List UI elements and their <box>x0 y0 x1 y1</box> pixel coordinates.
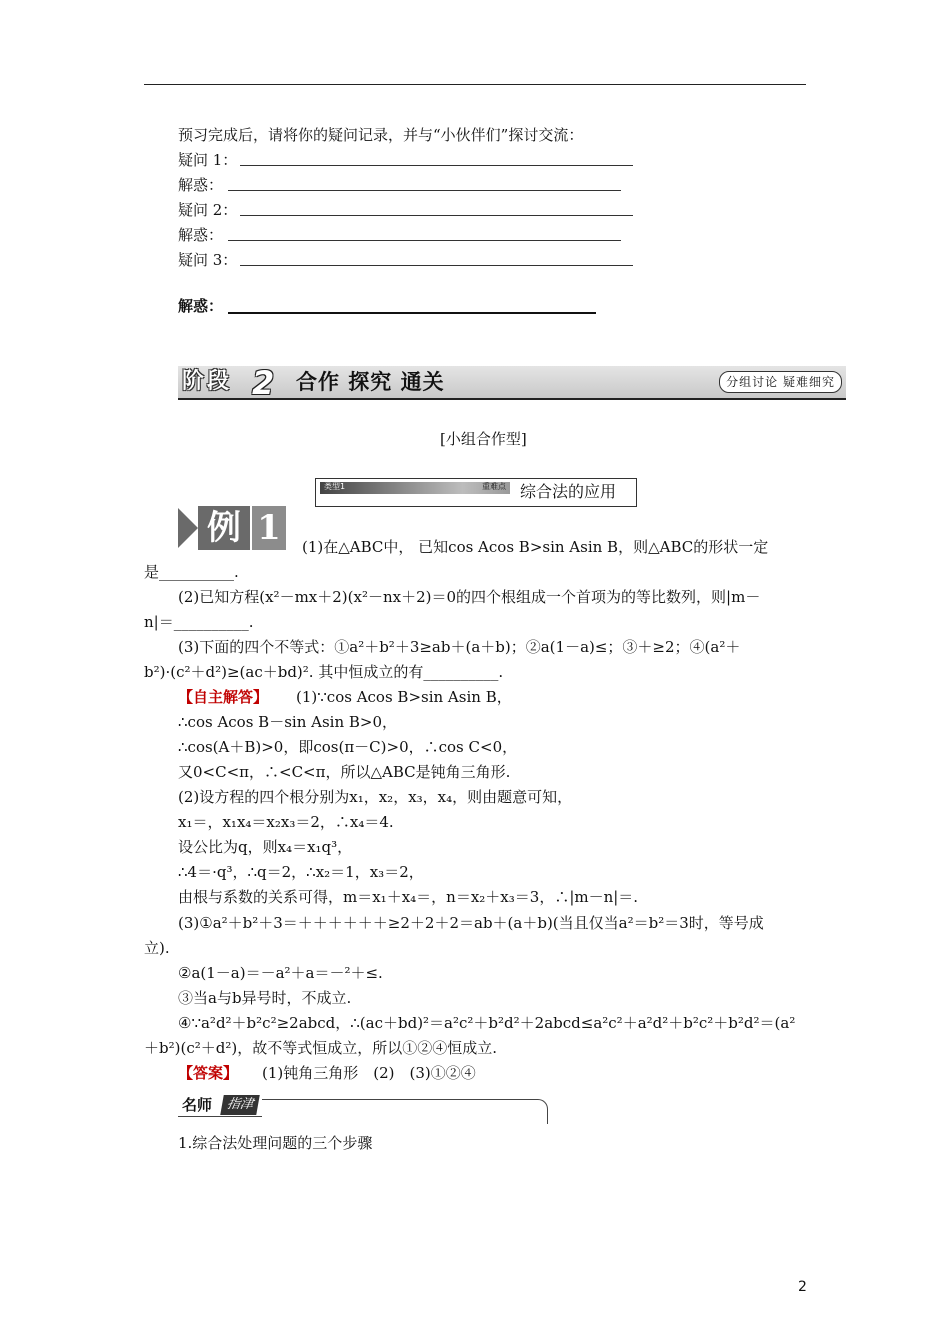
type-label-bar <box>320 482 510 494</box>
problem-1-line-1: (1)在△ABC中， 已知cos Acos B>sin Asin B，则△ABC的形状一定 <box>302 538 769 556</box>
stage-number: 2 <box>252 364 275 402</box>
problem-3-line-1: (3)下面的四个不等式：①a²＋b²＋3≥ab＋(a＋b)；②a(1－a)≤；③＋≥2；④(a²＋ <box>178 638 741 656</box>
solution-heading: 【自主解答】 <box>178 688 269 706</box>
stage-tag: 分组讨论 疑难细究 <box>719 371 842 393</box>
problem-3-line-2: b²)·(c²＋d²)≥(ac＋bd)². 其中恒成立的有__________. <box>144 663 504 681</box>
solution-line-5: (2)设方程的四个根分别为x₁，x₂，x₃，x₄，则由题意可知， <box>178 788 573 806</box>
answer-text: (1)钝角三角形 (2) (3)①②④ <box>262 1064 476 1082</box>
answer-3-blank <box>228 312 596 314</box>
solution-line-4: 又0<C<π，∴<C<π，所以△ABC是钝角三角形. <box>178 763 511 781</box>
stage-label: 阶段 <box>182 369 233 394</box>
question-1-blank <box>240 165 633 166</box>
group-type-heading: [小组合作型] <box>440 430 527 448</box>
solution-line-1: (1)∵cos Acos B>sin Asin B， <box>296 688 512 706</box>
teacher-guide-label: 名师 <box>182 1096 213 1114</box>
question-1-label: 疑问 1： <box>178 151 238 169</box>
solution-line-8: ∴4＝·q³，∴q＝2，∴x₂＝1，x₃＝2， <box>178 863 424 881</box>
solution-line-2: ∴cos Acos B－sin Asin B>0， <box>178 713 398 731</box>
answer-1-blank <box>228 190 621 191</box>
preview-intro: 预习完成后，请将你的疑问记录，并与“小伙伴们”探讨交流： <box>178 126 584 144</box>
example-arrow-icon <box>178 508 198 548</box>
problem-2-line-1: (2)已知方程(x²－mx＋2)(x²－nx＋2)＝0的四个根组成一个首项为的等比数列，则|m－ <box>178 588 761 606</box>
solution-line-3: ∴cos(A＋B)>0，即cos(π－C)>0，∴cos C<0， <box>178 738 518 756</box>
question-3-label: 疑问 3： <box>178 251 238 269</box>
problem-2-line-2: n|＝__________. <box>144 613 254 631</box>
teacher-guide-frame <box>262 1099 548 1124</box>
problem-1-line-2: 是__________. <box>144 563 239 581</box>
solution-line-6: x₁＝，x₁x₄＝x₂x₃＝2，∴x₄＝4. <box>178 813 394 831</box>
type-box <box>315 478 637 507</box>
question-3-blank <box>240 265 633 266</box>
answer-1-label: 解惑： <box>178 176 224 194</box>
answer-2-label: 解惑： <box>178 226 224 244</box>
stage-banner <box>178 366 846 400</box>
type-title: 综合法的应用 <box>520 482 617 501</box>
header-rule <box>144 84 806 85</box>
question-2-label: 疑问 2： <box>178 201 238 219</box>
solution-line-10: (3)①a²＋b²＋3＝＋＋＋＋＋＋≥2＋2＋2＝ab＋(a＋b)(当且仅当a²＝b²＝3时，等号成 <box>178 914 764 932</box>
solution-line-15: ＋b²)(c²＋d²)，故不等式恒成立，所以①②④恒成立. <box>144 1039 497 1057</box>
guide-item-1: 1.综合法处理问题的三个步骤 <box>178 1134 373 1152</box>
teacher-guide-tag: 指津 <box>220 1095 260 1115</box>
teacher-guide-header <box>178 1093 548 1123</box>
answer-heading: 【答案】 <box>178 1064 239 1082</box>
stage-title: 合作 探究 通关 <box>296 369 445 394</box>
question-2-blank <box>240 215 633 216</box>
example-mark <box>178 506 286 550</box>
page-number: 2 <box>798 1279 807 1295</box>
answer-3-label: 解惑： <box>178 297 224 315</box>
teacher-guide-underline <box>178 1116 262 1117</box>
solution-line-14: ④∵a²d²＋b²c²≥2abcd，∴(ac＋bd)²＝a²c²＋b²d²＋2abcd≤a²c²＋a²d²＋b²c²＋b²d²＝(a² <box>178 1014 796 1032</box>
solution-line-7: 设公比为q，则x₄＝x₁q³， <box>178 838 353 856</box>
example-number: 1 <box>252 506 286 550</box>
answer-2-blank <box>228 240 621 241</box>
solution-line-11: 立). <box>144 939 170 957</box>
type-label-sub: 重难点 <box>482 482 506 491</box>
example-char: 例 <box>198 506 250 550</box>
type-label: 类型1 <box>324 482 346 491</box>
solution-line-9: 由根与系数的关系可得，m＝x₁＋x₄＝，n＝x₂＋x₃＝3，∴|m－n|＝. <box>178 888 639 906</box>
solution-line-12: ②a(1－a)＝－a²＋a＝－²＋≤. <box>178 964 383 982</box>
solution-line-13: ③当a与b异号时，不成立. <box>178 989 352 1007</box>
